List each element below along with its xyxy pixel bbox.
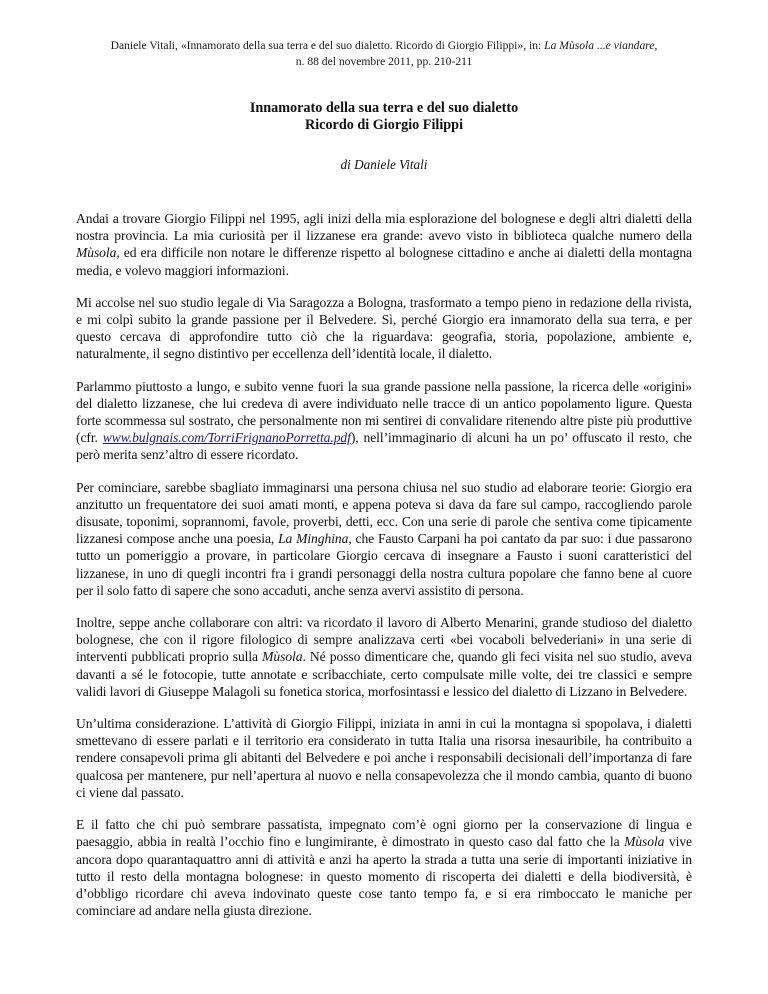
paragraph-5 [76,614,692,700]
citation-punctuation: , [654,39,658,52]
reference-link[interactable]: www.bulgnais.com/TorriFrignanoPorretta.pdf [102,430,351,446]
journal-name: Mùsola [624,834,665,850]
article-body [76,210,692,919]
article-title-line-2: Ricordo di Giorgio Filippi [304,117,464,133]
paragraph-text: Inoltre, seppe anche collaborare con altri: va ricordato il lavoro di Alberto Menarini, grande studioso del dialetto bolognese, che con il rigore filologico di sempre analizzava certi «bei vocaboli belvederiani» in una serie di interventi pubblicati proprio sulla [76,615,692,665]
citation-line-2: n. 88 del novembre 2011, pp. 210-211 [295,55,473,68]
citation-journal-title: La Mùsola ...e viandare [544,39,655,52]
article-title [76,100,692,134]
paragraph-3 [76,378,692,464]
paragraph-text: E il fatto che chi può sembrare passatista, impegnato com’è ogni giorno per la conservazione di lingua e paesaggio, abbia in realtà l’occhio fino e lungimirante, è dimostrato in questo caso dal fatto che la [76,817,692,850]
paragraph-2: Mi accolse nel suo studio legale di Via Saragozza a Bologna, trasformato a tempo pieno in redazione della rivista, e mi colpì subito la grande passione per il Belvedere. Sì, perché Giorgio era innamorato della sua terra, e per questo cercava di approfondire tutto ciò che la riguardava: geografia, storia, popolazione, ambiente e, naturalmente, il segno distintivo per eccellenza dell’identità locale, il dialetto. [76,294,692,362]
poem-title: La Minghina [278,531,349,547]
author-byline: di Daniele Vitali [340,157,428,172]
paragraph-7 [76,816,692,919]
citation-line-1 [76,38,692,54]
paragraph-6: Un’ultima considerazione. L’attività di Giorgio Filippi, iniziata in anni in cui la montagna si spopolava, i dialetti smettevano di essere parlati e il territorio era considerato in tutta Italia una risorsa inesauribile, ha contribuito a rendere consapevoli prima gli abitanti del Belvedere e poi anche i responsabili decisionali dell’importanza di fare qualcosa per mantenere, pur nell’apertura al nuovo e nella consapevolezza che il mondo cambia, quanto di buono ci viene dal passato. [76,716,692,800]
paragraph-text: Parlammo piuttosto a lungo, e subito venne fuori la sua grande passione nella passione, la ricerca delle «origini» del dialetto lizzanese, che lui credeva di avere individuato nelle tracce di un antico popolamento ligure. Questa forte scommessa sul sostrato, che personalmente non mi sentirei di convalidare ritenendo altre piste più produttive (cfr. [76,378,692,446]
paragraph-4 [76,479,692,599]
journal-name: Mùsola [262,649,303,665]
paragraph-text: vive ancora dopo quarantaquattro anni di attività e anzi ha aperto la strada a tutta una serie di importanti iniziative in tutto il resto della montagna bolognese: in questo momento di riscoperta dei dialetti e della biodiversità, è d’obbligo ricordare chi aveva indovinato queste cose tanto tempo fa, e si era rimboccato le maniche per cominciare ad andare nella giusta direzione. [76,834,693,919]
article-title-line-1: Innamorato della sua terra e del suo dialetto [249,100,519,116]
journal-name: Mùsola [76,245,117,261]
paragraph-text: , ed era difficile non notare le differenze rispetto al bolognese cittadino e anche ai dialetti della montagna media, e volevo maggiori informazioni. [76,245,692,278]
paragraph-text: , che Fausto Carpani ha poi cantato da par suo: i due passarono tutto un pomeriggio a provare, in particolare Giorgio cercava di insegnare a Fausto i suoni caratteristici del lizzanese, in uno di quegli incontri fra i grandi personaggi della nostra cultura popolare che fanno bene al cuore per il solo fatto di sapere che sono accaduti, anche senza avervi assistito di persona. [76,531,692,598]
paragraph-text: Andai a trovare Giorgio Filippi nel 1995, agli inizi della mia esplorazione del bolognese e degli altri dialetti della nostra provincia. La mia curiosità per il lizzanese era grande: avevo visto in biblioteca qualche numero della [76,211,692,244]
paragraph-text: Per cominciare, sarebbe sbagliato immaginarsi una persona chiusa nel suo studio ad elaborare teorie: Giorgio era anzitutto un frequentatore dei suoi amati monti, e appena poteva si dava da fare sul campo, raccogliendo parole disusate, toponimi, soprannomi, favole, proverbi, detti, ecc. Con una serie di parole che sentiva come tipicamente lizzanesi compose anche una poesia, [76,479,692,547]
citation-text: Daniele Vitali, «Innamorato della sua terra e del suo dialetto. Ricordo di Giorgio Filippi», in: [110,39,545,52]
paragraph-1 [76,210,692,279]
citation-header [76,38,692,70]
paragraph-text: ), nell’immaginario di alcuni ha un po’ offuscato il resto, che però merita senz’altro di essere ricordato. [76,430,693,463]
paragraph-text: . Né posso dimenticare che, quando gli feci visita nel suo studio, aveva davanti a sé le fotocopie, tutte annotate e scribacchiate, certo compulsate mille volte, dei tre classici e sempre validi lavori di Giuseppe Malagoli su fonetica storica, morfosintassi e lessico del dialetto di Lizzano in Belvedere. [76,649,692,699]
